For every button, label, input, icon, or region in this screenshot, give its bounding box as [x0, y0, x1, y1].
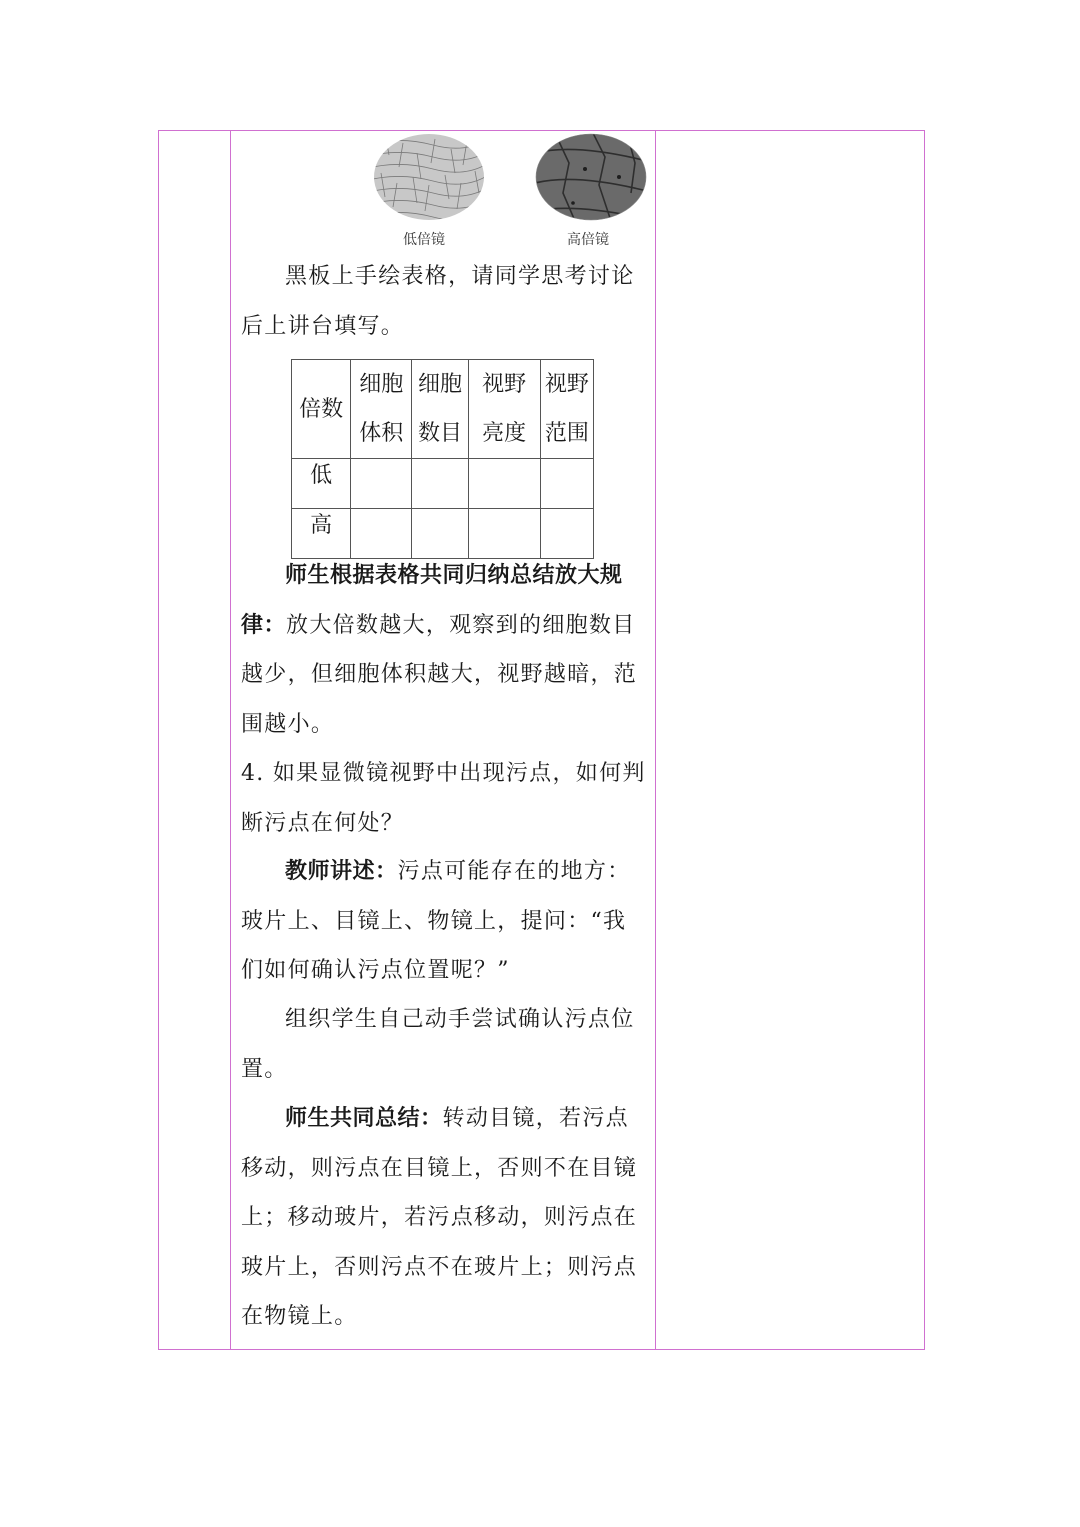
paragraph-joint-summary: 师生共同总结：转动目镜，若污点移动，则污点在目镜上，否则不在目镜上；移动玻片，若污点移动，则污点在玻片上，否则污点不在玻片上；则污点在物镜上。 — [241, 1106, 638, 1329]
header-cell-volume: 细胞 体积 — [351, 360, 412, 459]
paragraph-blackboard-table: 黑板上手绘表格，请同学思考讨论后上讲台填写。 — [241, 264, 635, 339]
row-label-low: 低 — [292, 459, 351, 509]
content-cell — [231, 131, 656, 1350]
header-field-range: 视野 范围 — [540, 360, 593, 459]
header-magnification: 倍数 — [292, 360, 351, 459]
table-cell — [540, 459, 593, 509]
joint-summary-heading: 师生共同总结： — [285, 1106, 443, 1131]
table-cell — [468, 459, 540, 509]
header-field-brightness: 视野 亮度 — [468, 360, 540, 459]
teacher-heading: 教师讲述： — [285, 859, 398, 884]
lesson-table — [158, 130, 925, 1350]
high-magnification-caption: 高倍镜 — [567, 232, 609, 248]
high-magnification-image — [535, 133, 647, 221]
table-row — [292, 459, 594, 509]
paragraph-student-activity: 组织学生自己动手尝试确认污点位置。 — [241, 1007, 635, 1082]
low-magnification-caption: 低倍镜 — [403, 232, 445, 248]
header-cell-count: 细胞 数目 — [412, 360, 468, 459]
left-column-cell — [159, 131, 231, 1350]
right-column-cell — [656, 131, 925, 1350]
table-cell — [412, 459, 468, 509]
summary-heading: 师生根据表格共同归纳总结放大规律： — [241, 563, 623, 638]
low-magnification-image — [373, 133, 485, 221]
content-area — [231, 131, 655, 1349]
row-label-high: 高 — [292, 509, 351, 559]
magnification-fill-table — [291, 359, 594, 559]
table-cell — [351, 459, 412, 509]
paragraph-magnification-rule: 师生根据表格共同归纳总结放大规律：放大倍数越大，观察到的细胞数目越少，但细胞体积越大，视野越暗，范围越小。 — [241, 563, 638, 737]
table-header-row — [292, 360, 594, 459]
paragraph-teacher-explanation: 教师讲述：污点可能存在的地方：玻片上、目镜上、物镜上，提问：“我们如何确认污点位置呢？” — [241, 859, 631, 983]
question-4: 4. 如果显微镜视野中出现污点，如何判断污点在何处？ — [241, 761, 646, 836]
